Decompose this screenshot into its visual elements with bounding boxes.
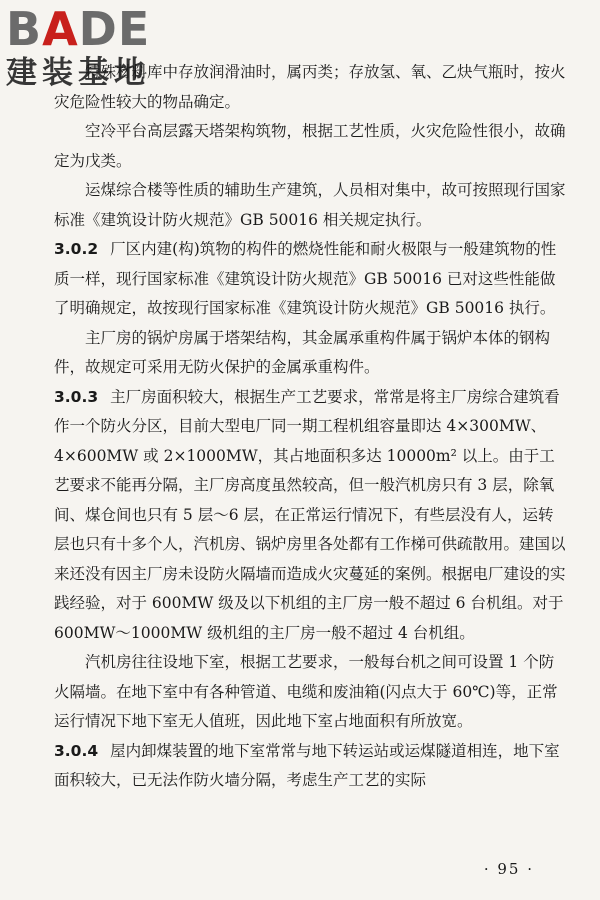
paragraph xyxy=(54,58,566,117)
paragraph xyxy=(54,117,566,176)
paragraph xyxy=(54,176,566,235)
logo-letter: E xyxy=(117,2,151,56)
paragraph xyxy=(54,324,566,383)
document-body xyxy=(54,58,566,796)
logo-brand-bottom: 建装基地 xyxy=(6,55,150,91)
section-number: 3.0.4 xyxy=(54,741,99,760)
logo-brand-top-text xyxy=(6,2,150,56)
paragraph-text: 主厂房面积较大，根据生产工艺要求，常常是将主厂房综合建筑看作一个防火分区，目前大型电厂同一期工程机组容量即达 4×300MW、4×600MW 或 2×1000MW，其占地面积多达 10000m² 以上。由于工艺要求不能再分隔，主厂房高度虽然较高，但一般汽机房只有 3 层，除氧间、煤仓间也只有 5 层～6 层，在正常运行情况下，有些层没有人，运转层也只有十多个人，汽机房、锅炉房里各处都有工作梯可供疏散用。建国以来还没有因主厂房未设防火隔墙而造成火灾蔓延的案例。根据电厂建设的实践经验，对于 600MW 级及以下机组的主厂房一般不超过 6 台机组。对于 600MW～1000MW 级机组的主厂房一般不超过 4 台机组。 xyxy=(54,387,566,642)
paragraph-text: 空冷平台高层露天塔架构筑物，根据工艺性质，火灾危险性很小，故确定为戊类。 xyxy=(54,122,566,170)
section-paragraph xyxy=(54,383,566,649)
paragraph-text: 汽机房往往设地下室，根据工艺要求，一般每台机之间可设置 1 个防火隔墙。在地下室中有各种管道、电缆和废油箱(闪点大于 60℃)等，正常运行情况下地下室无人值班，因此地下室占地面积有所放宽。 xyxy=(54,653,558,730)
section-paragraph xyxy=(54,737,566,796)
section-number: 3.0.2 xyxy=(54,240,99,258)
paragraph-text: 主厂房的锅炉房属于塔架结构，其金属承重构件属于锅炉本体的钢构件，故规定可采用无防火保护的金属承重构件。 xyxy=(54,328,551,376)
paragraph-text: 运煤综合楼等性质的辅助生产建筑，人员相对集中，故可按照现行国家标准《建筑设计防火规范》GB 50016 相关规定执行。 xyxy=(54,181,566,229)
paragraph-text: 厂区内建(构)筑物的构件的燃烧性能和耐火极限与一般建筑物的性质一样，现行国家标准《建筑设计防火规范》GB 50016 已对这些性能做了明确规定，故按现行国家标准《建筑设计防火规范》GB 50016 执行。 xyxy=(54,240,557,317)
paragraph xyxy=(54,648,566,737)
paragraph-text: 特殊材料库中存放润滑油时，属丙类；存放氢、氧、乙炔气瓶时，按火灾危险性较大的物品确定。 xyxy=(54,63,566,111)
logo-brand-top xyxy=(6,4,176,54)
logo-letter: D xyxy=(78,2,118,56)
logo-letter: B xyxy=(6,2,43,56)
paragraph-text: 屋内卸煤装置的地下室常常与地下转运站或运煤隧道相连，地下室面积较大，已无法作防火墙分隔，考虑生产工艺的实际 xyxy=(54,741,560,789)
section-number: 3.0.3 xyxy=(54,387,99,406)
section-paragraph xyxy=(54,235,566,324)
page-number: · 95 · xyxy=(483,860,534,878)
logo-letter: A xyxy=(42,2,79,56)
